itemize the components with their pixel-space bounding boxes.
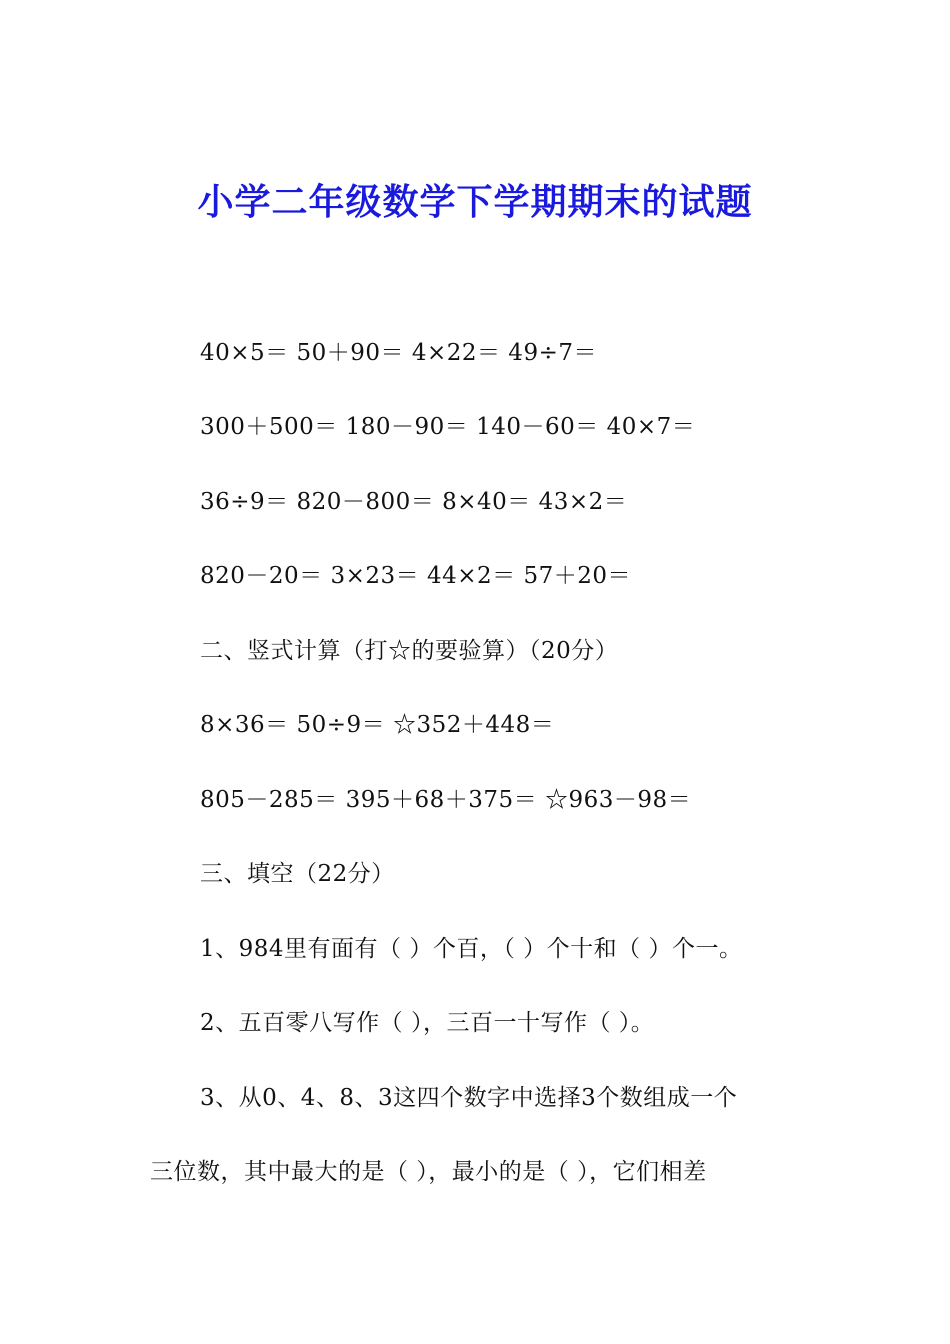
section-heading-vertical-calculation: 二、竖式计算（打☆的要验算）（20分） [200, 638, 619, 664]
document-title: 小学二年级数学下学期期末的试题 [197, 182, 753, 223]
arithmetic-row-3: 36÷9＝ 820－800＝ 8×40＝ 43×2＝ [200, 489, 628, 515]
question-3-part-1: 3、从0、4、8、3这四个数字中选择3个数组成一个 [200, 1085, 738, 1111]
vertical-calculation-row-2: 805－285＝ 395＋68＋375＝ ☆963－98＝ [200, 787, 692, 813]
question-2: 2、五百零八写作（ ），三百一十写作（ ）。 [200, 1010, 655, 1036]
arithmetic-row-1: 40×5＝ 50＋90＝ 4×22＝ 49÷7＝ [200, 340, 597, 366]
arithmetic-row-2: 300＋500＝ 180－90＝ 140－60＝ 40×7＝ [200, 414, 696, 440]
question-1: 1、984里有面有（ ）个百，（ ）个十和（ ）个一。 [200, 936, 743, 962]
arithmetic-row-4: 820－20＝ 3×23＝ 44×2＝ 57＋20＝ [200, 563, 631, 589]
question-3-part-2: 三位数，其中最大的是（ ），最小的是（ ），它们相差 [150, 1159, 707, 1185]
vertical-calculation-row-1: 8×36＝ 50÷9＝ ☆352＋448＝ [200, 712, 555, 738]
section-heading-fill-in: 三、填空（22分） [200, 861, 395, 887]
